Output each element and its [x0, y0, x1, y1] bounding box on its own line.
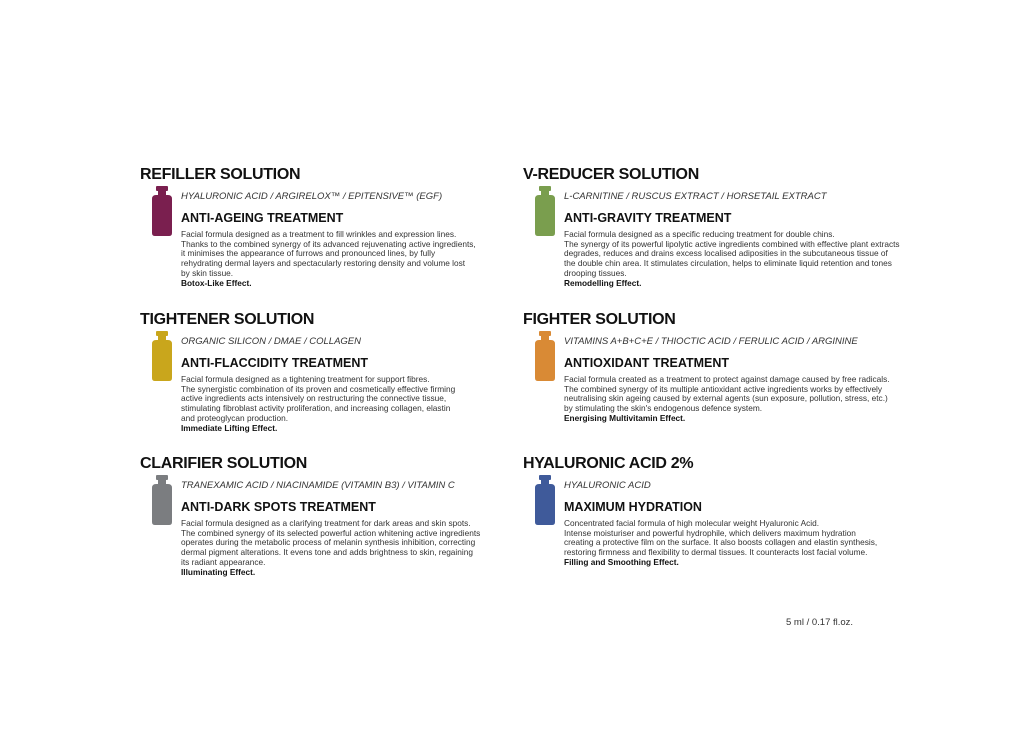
- treatment-title: ANTIOXIDANT TREATMENT: [564, 356, 730, 370]
- description-line: The combined synergy of its multiple antioxidant active ingredients works by effectively: [564, 383, 883, 394]
- description-line: by stimulating the skin's endogenous defence system.: [564, 403, 763, 414]
- product-title: CLARIFIER SOLUTION: [140, 455, 308, 472]
- description-line: Facial formula designed as a clarifying treatment for dark areas and skin spots.: [181, 518, 471, 528]
- treatment-title: ANTI-GRAVITY TREATMENT: [564, 211, 732, 225]
- ingredients: L-CARNITINE / RUSCUS EXTRACT / HORSETAIL EXTRACT: [564, 191, 827, 202]
- volume-label: 5 ml / 0.17 fl.oz.: [786, 617, 854, 628]
- description-line: creating a protective film on the surface. It also boosts collagen and elastin synthesis,: [564, 537, 878, 548]
- effect-label: Illuminating Effect.: [181, 566, 256, 577]
- ingredients: HYALURONIC ACID: [564, 480, 651, 491]
- description-line: The combined synergy of its selected powerful action whitening active ingredients: [181, 527, 481, 538]
- vial-icon: [532, 475, 558, 525]
- treatment-title: ANTI-AGEING TREATMENT: [181, 211, 344, 225]
- ingredients: ORGANIC SILICON / DMAE / COLLAGEN: [181, 336, 362, 347]
- description-line: active ingredients acts intensively on restructuring the connective tissue,: [181, 393, 447, 404]
- description: [564, 375, 894, 424]
- description-line: by skin tissue.: [181, 267, 234, 278]
- description-line: drooping tissues.: [564, 267, 627, 278]
- description-line: The synergy of its powerful lipolytic active ingredients combined with effective plant extracts: [564, 238, 900, 249]
- description: [564, 519, 894, 568]
- vial-icon: [149, 331, 175, 381]
- effect-label: Remodelling Effect.: [564, 277, 642, 288]
- description-line: Facial formula designed as a tightening treatment for support fibres.: [181, 374, 430, 384]
- product-title: HYALURONIC ACID 2%: [523, 455, 694, 472]
- description: [564, 229, 900, 288]
- description-line: operates during the metabolic process of melanin synthesis inhibition, correcting: [181, 537, 476, 548]
- ingredients: HYALURONIC ACID / ARGIRELOX™ / EPITENSIVE™ (EGF): [181, 191, 443, 202]
- ingredients: TRANEXAMIC ACID / NIACINAMIDE (VITAMIN B3) / VITAMIN C: [181, 480, 455, 491]
- description: [181, 230, 511, 288]
- description-line: restoring firmness and flexibility to dermal tissues. It counteracts lost facial volume.: [564, 547, 868, 558]
- description-line: Thanks to the combined synergy of its advanced rejuvenating active ingredients,: [181, 238, 476, 249]
- vial-icon: [532, 186, 558, 236]
- description-line: the double chin area. It stimulates circulation, helps to eliminate liquid retention and tones: [564, 258, 892, 269]
- description: [181, 519, 511, 577]
- product-title: V-REDUCER SOLUTION: [523, 166, 699, 183]
- description-line: stimulating fibroblast activity proliferation, and increasing collagen, elastin: [181, 403, 451, 414]
- description-line: The synergistic combination of its proven and cosmetically effective firming: [181, 383, 456, 394]
- product-title: REFILLER SOLUTION: [140, 166, 301, 183]
- description-line: Intense moisturiser and powerful hydrophile, which delivers maximum hydration: [564, 527, 856, 538]
- product-title: FIGHTER SOLUTION: [523, 311, 676, 328]
- description-line: it minimises the appearance of furrows and pronounced lines, by fully: [181, 248, 436, 259]
- effect-label: Energising Multivitamin Effect.: [564, 412, 686, 423]
- description-line: rehydrating dermal layers and spectacularly restoring density and volume lost: [181, 258, 466, 269]
- vial-icon: [532, 331, 558, 381]
- product-title: TIGHTENER SOLUTION: [140, 311, 315, 328]
- ingredients: VITAMINS A+B+C+E / THIOCTIC ACID / FERULIC ACID / ARGININE: [564, 336, 858, 347]
- description-line: dermal pigment alterations. It evens tone and adds brightness to skin, regaining: [181, 547, 473, 558]
- effect-label: Immediate Lifting Effect.: [181, 422, 278, 433]
- description-line: Facial formula designed as a specific reducing treatment for double chins.: [564, 229, 835, 239]
- description-line: and proteoglycan production.: [181, 412, 289, 423]
- treatment-title: ANTI-DARK SPOTS TREATMENT: [181, 500, 376, 514]
- effect-label: Botox-Like Effect.: [181, 277, 252, 288]
- vial-icon: [149, 186, 175, 236]
- description-line: Facial formula created as a treatment to protect against damage caused by free radicals.: [564, 374, 890, 384]
- description: [181, 375, 511, 433]
- description-line: degrades, reduces and drains excess localised adiposities in the subcutaneous tissue of: [564, 248, 888, 259]
- description-line: its radiant appearance.: [181, 556, 266, 567]
- treatment-title: MAXIMUM HYDRATION: [564, 500, 702, 514]
- vial-icon: [149, 475, 175, 525]
- description-line: Facial formula designed as a treatment to fill wrinkles and expression lines.: [181, 229, 457, 239]
- treatment-title: ANTI-FLACCIDITY TREATMENT: [181, 356, 369, 370]
- effect-label: Filling and Smoothing Effect.: [564, 556, 679, 567]
- description-line: Concentrated facial formula of high molecular weight Hyaluronic Acid.: [564, 518, 820, 528]
- description-line: neutralising skin ageing caused by external agents (sun exposure, pollution, stress, etc.): [564, 393, 888, 404]
